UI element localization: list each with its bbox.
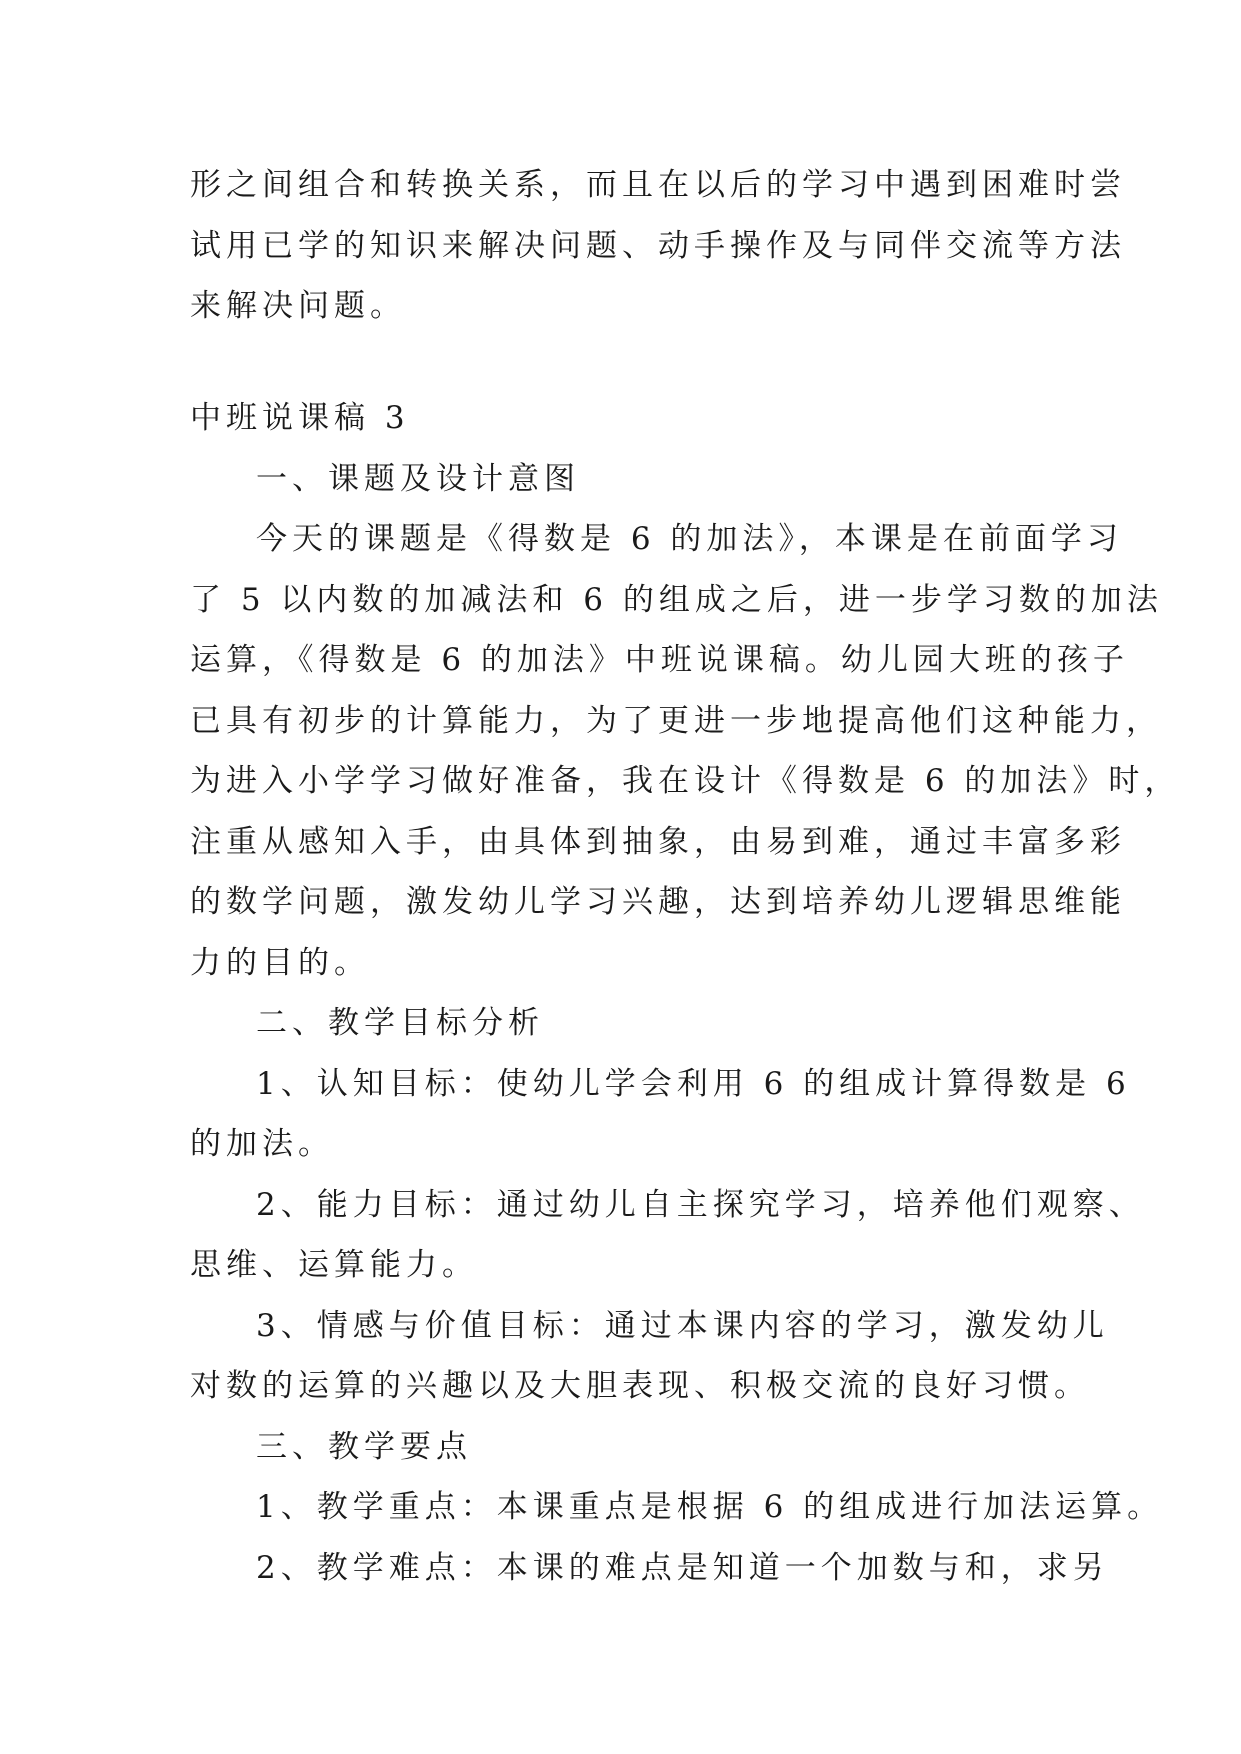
- intro-paragraph: [190, 509, 1181, 993]
- teaching-key-point: 1、教学重点：本课重点是根据 6 的组成进行加法运算。: [256, 1489, 1164, 1525]
- text-line: 力的目的。: [190, 944, 370, 981]
- goal-ability: [190, 1175, 1145, 1296]
- text-line: 思维、运算能力。: [190, 1247, 478, 1283]
- text-line: 2、能力目标：通过幼儿自主探究学习，培养他们观察、: [256, 1186, 1145, 1223]
- text-line: 1、认知目标：使幼儿学会利用 6 的组成计算得数是 6: [256, 1065, 1131, 1102]
- text-line: 的加法。: [190, 1126, 334, 1162]
- text-line: 为进入小学学习做好准备，我在设计《得数是 6 的加法》时，: [190, 763, 1181, 799]
- heading-topic-design: 一、课题及设计意图: [256, 460, 580, 497]
- continued-paragraph: [190, 155, 1126, 337]
- text-line: 试用已学的知识来解决问题、动手操作及与同伴交流等方法: [190, 227, 1126, 264]
- text-line: 对数的运算的兴趣以及大胆表现、积极交流的良好习惯。: [190, 1368, 1090, 1404]
- section-title: 中班说课稿 3: [190, 400, 410, 436]
- text-line: 今天的课题是《得数是 6 的加法》，本课是在前面学习: [256, 521, 1123, 557]
- text-line: 已具有初步的计算能力，为了更进一步地提高他们这种能力，: [190, 702, 1162, 739]
- heading-teaching-goals: 二、教学目标分析: [256, 1005, 544, 1041]
- text-line: 运算，《得数是 6 的加法》中班说课稿。幼儿园大班的孩子: [190, 642, 1129, 678]
- goal-cognitive: [190, 1054, 1131, 1175]
- text-line: 来解决问题。: [190, 288, 406, 324]
- text-line: 了 5 以内数的加减法和 6 的组成之后，进一步学习数的加法: [190, 581, 1163, 618]
- text-line: 3、情感与价值目标：通过本课内容的学习，激发幼儿: [256, 1307, 1109, 1344]
- heading-teaching-points: 三、教学要点: [256, 1428, 472, 1465]
- text-line: 的数学问题，激发幼儿学习兴趣，达到培养幼儿逻辑思维能: [190, 884, 1126, 920]
- goal-emotion-value: [190, 1296, 1109, 1417]
- teaching-difficulty: 2、教学难点：本课的难点是知道一个加数与和，求另: [256, 1549, 1109, 1586]
- lesson-section: [190, 388, 1181, 1598]
- text-line: 注重从感知入手，由具体到抽象，由易到难，通过丰富多彩: [190, 823, 1126, 860]
- text-line: 形之间组合和转换关系，而且在以后的学习中遇到困难时尝: [190, 167, 1126, 203]
